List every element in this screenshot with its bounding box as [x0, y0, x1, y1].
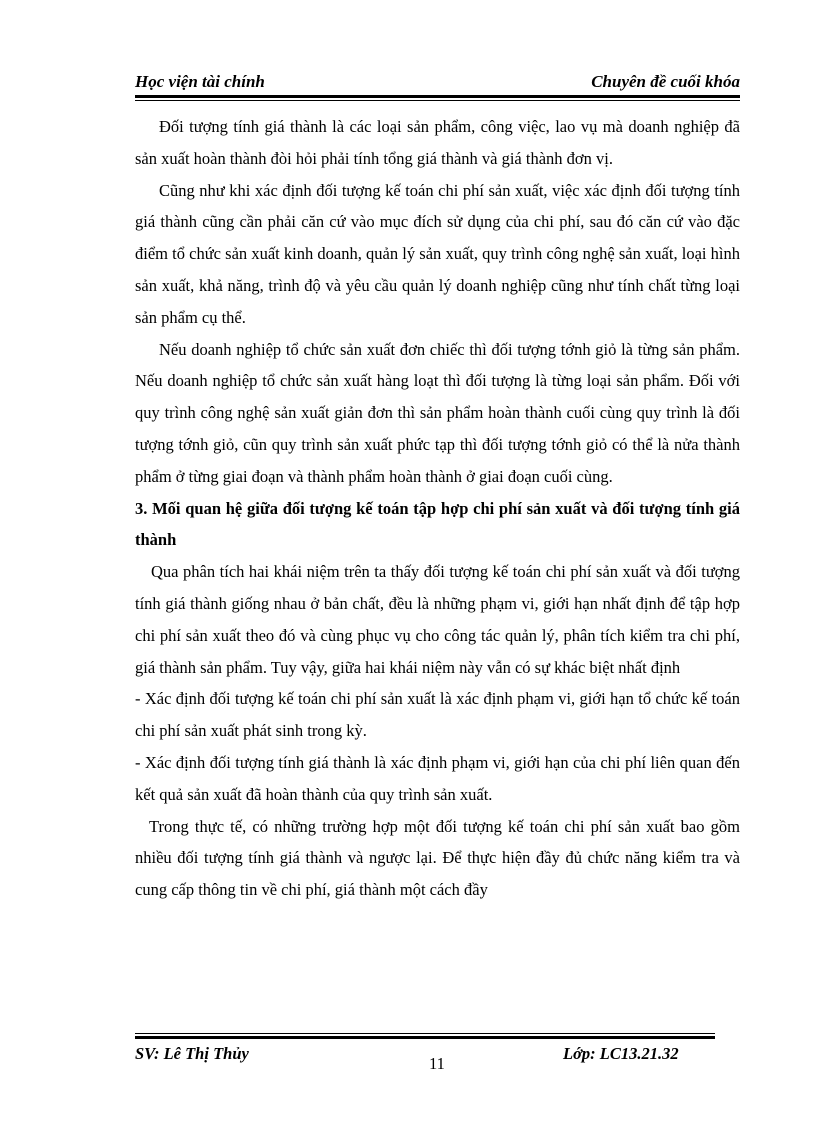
page-body — [135, 111, 740, 906]
footer-rule-thick — [135, 1036, 715, 1039]
bullet-2: - Xác định đối tượng tính giá thành là xác định phạm vi, giới hạn của chi phí liên quan đến kết quả sản xuất đã hoàn thành của quy trình sản xuất. — [135, 752, 740, 804]
paragraph-1: Đối tượng tính giá thành là các loại sản phẩm, công việc, lao vụ mà doanh nghiệp đã sản xuất hoàn thành đòi hỏi phải tính tổng giá thành và giá thành đơn vị. — [135, 117, 740, 168]
footer-page-number: 11 — [429, 1054, 445, 1073]
header-rule-thick — [135, 95, 740, 98]
bullet-1: - Xác định đối tượng kế toán chi phí sản xuất là xác định phạm vi, giới hạn tổ chức kế toán chi phí sản xuất phát sinh trong kỳ. — [135, 689, 740, 741]
paragraph-5: Trong thực tế, có những trường hợp một đối tượng kế toán chi phí sản xuất bao gồm nhiều đối tượng tính giá thành và ngược lại. Để thực hiện đầy đủ chức năng kiểm tra và cung cấp thông tin về chi phí, giá thành một cách đầy — [135, 816, 740, 900]
footer-student-name: SV: Lê Thị Thủy — [135, 1044, 249, 1063]
paragraph-3: Nếu doanh nghiệp tổ chức sản xuất đơn chiếc thì đối tượng tớnh giỏ là từng sản phẩm. Nếu doanh nghiệp tổ chức sản xuất hàng loạt thì đối tượng là từng loại sản phẩm. Đối với quy trình công nghệ sản xuất giản đơn thì sản phẩm hoàn thành cuối cùng quy trình là đối tượng tớnh giỏ, cũn quy trình sản xuất phức tạp thì đối tượng tớnh giỏ có thể là nửa thành phẩm ở từng giai đoạn và thành phẩm hoàn thành ở giai đoạn cuối cùng. — [135, 339, 740, 486]
section-heading-3: 3. Mối quan hệ giữa đối tượng kế toán tập hợp chi phí sản xuất và đối tượng tính giá thành — [135, 498, 740, 550]
paragraph-2: Cũng như khi xác định đối tượng kế toán chi phí sản xuất, việc xác định đối tượng tính giá thành cũng cần phải căn cứ vào mục đích sử dụng của chi phí, sau đó căn cứ vào đặc điểm tổ chức sản xuất kinh doanh, quản lý sản xuất, quy trình công nghệ sản xuất, loại hình sản xuất, khả năng, trình độ và yêu cầu quản lý doanh nghiệp cũng như tính chất từng loại sản phẩm cụ thể. — [135, 180, 740, 327]
footer-class-code: Lớp: LC13.21.32 — [563, 1044, 679, 1063]
page-header — [135, 72, 740, 94]
header-rule-thin — [135, 100, 740, 101]
header-institution: Học viện tài chính — [135, 72, 265, 91]
footer-rule-thin — [135, 1033, 715, 1034]
header-document-type: Chuyên đề cuối khóa — [591, 72, 740, 91]
paragraph-4: Qua phân tích hai khái niệm trên ta thấy đối tượng kế toán chi phí sản xuất và đối tượng tính giá thành giống nhau ở bản chất, đều là những phạm vi, giới hạn nhất định để tập hợp chi phí sản xuất theo đó và cùng phục vụ cho công tác quản lý, phân tích kiểm tra chi phí, giá thành sản phẩm. Tuy vậy, giữa hai khái niệm này vẫn có sự khác biệt nhất định — [135, 562, 740, 677]
